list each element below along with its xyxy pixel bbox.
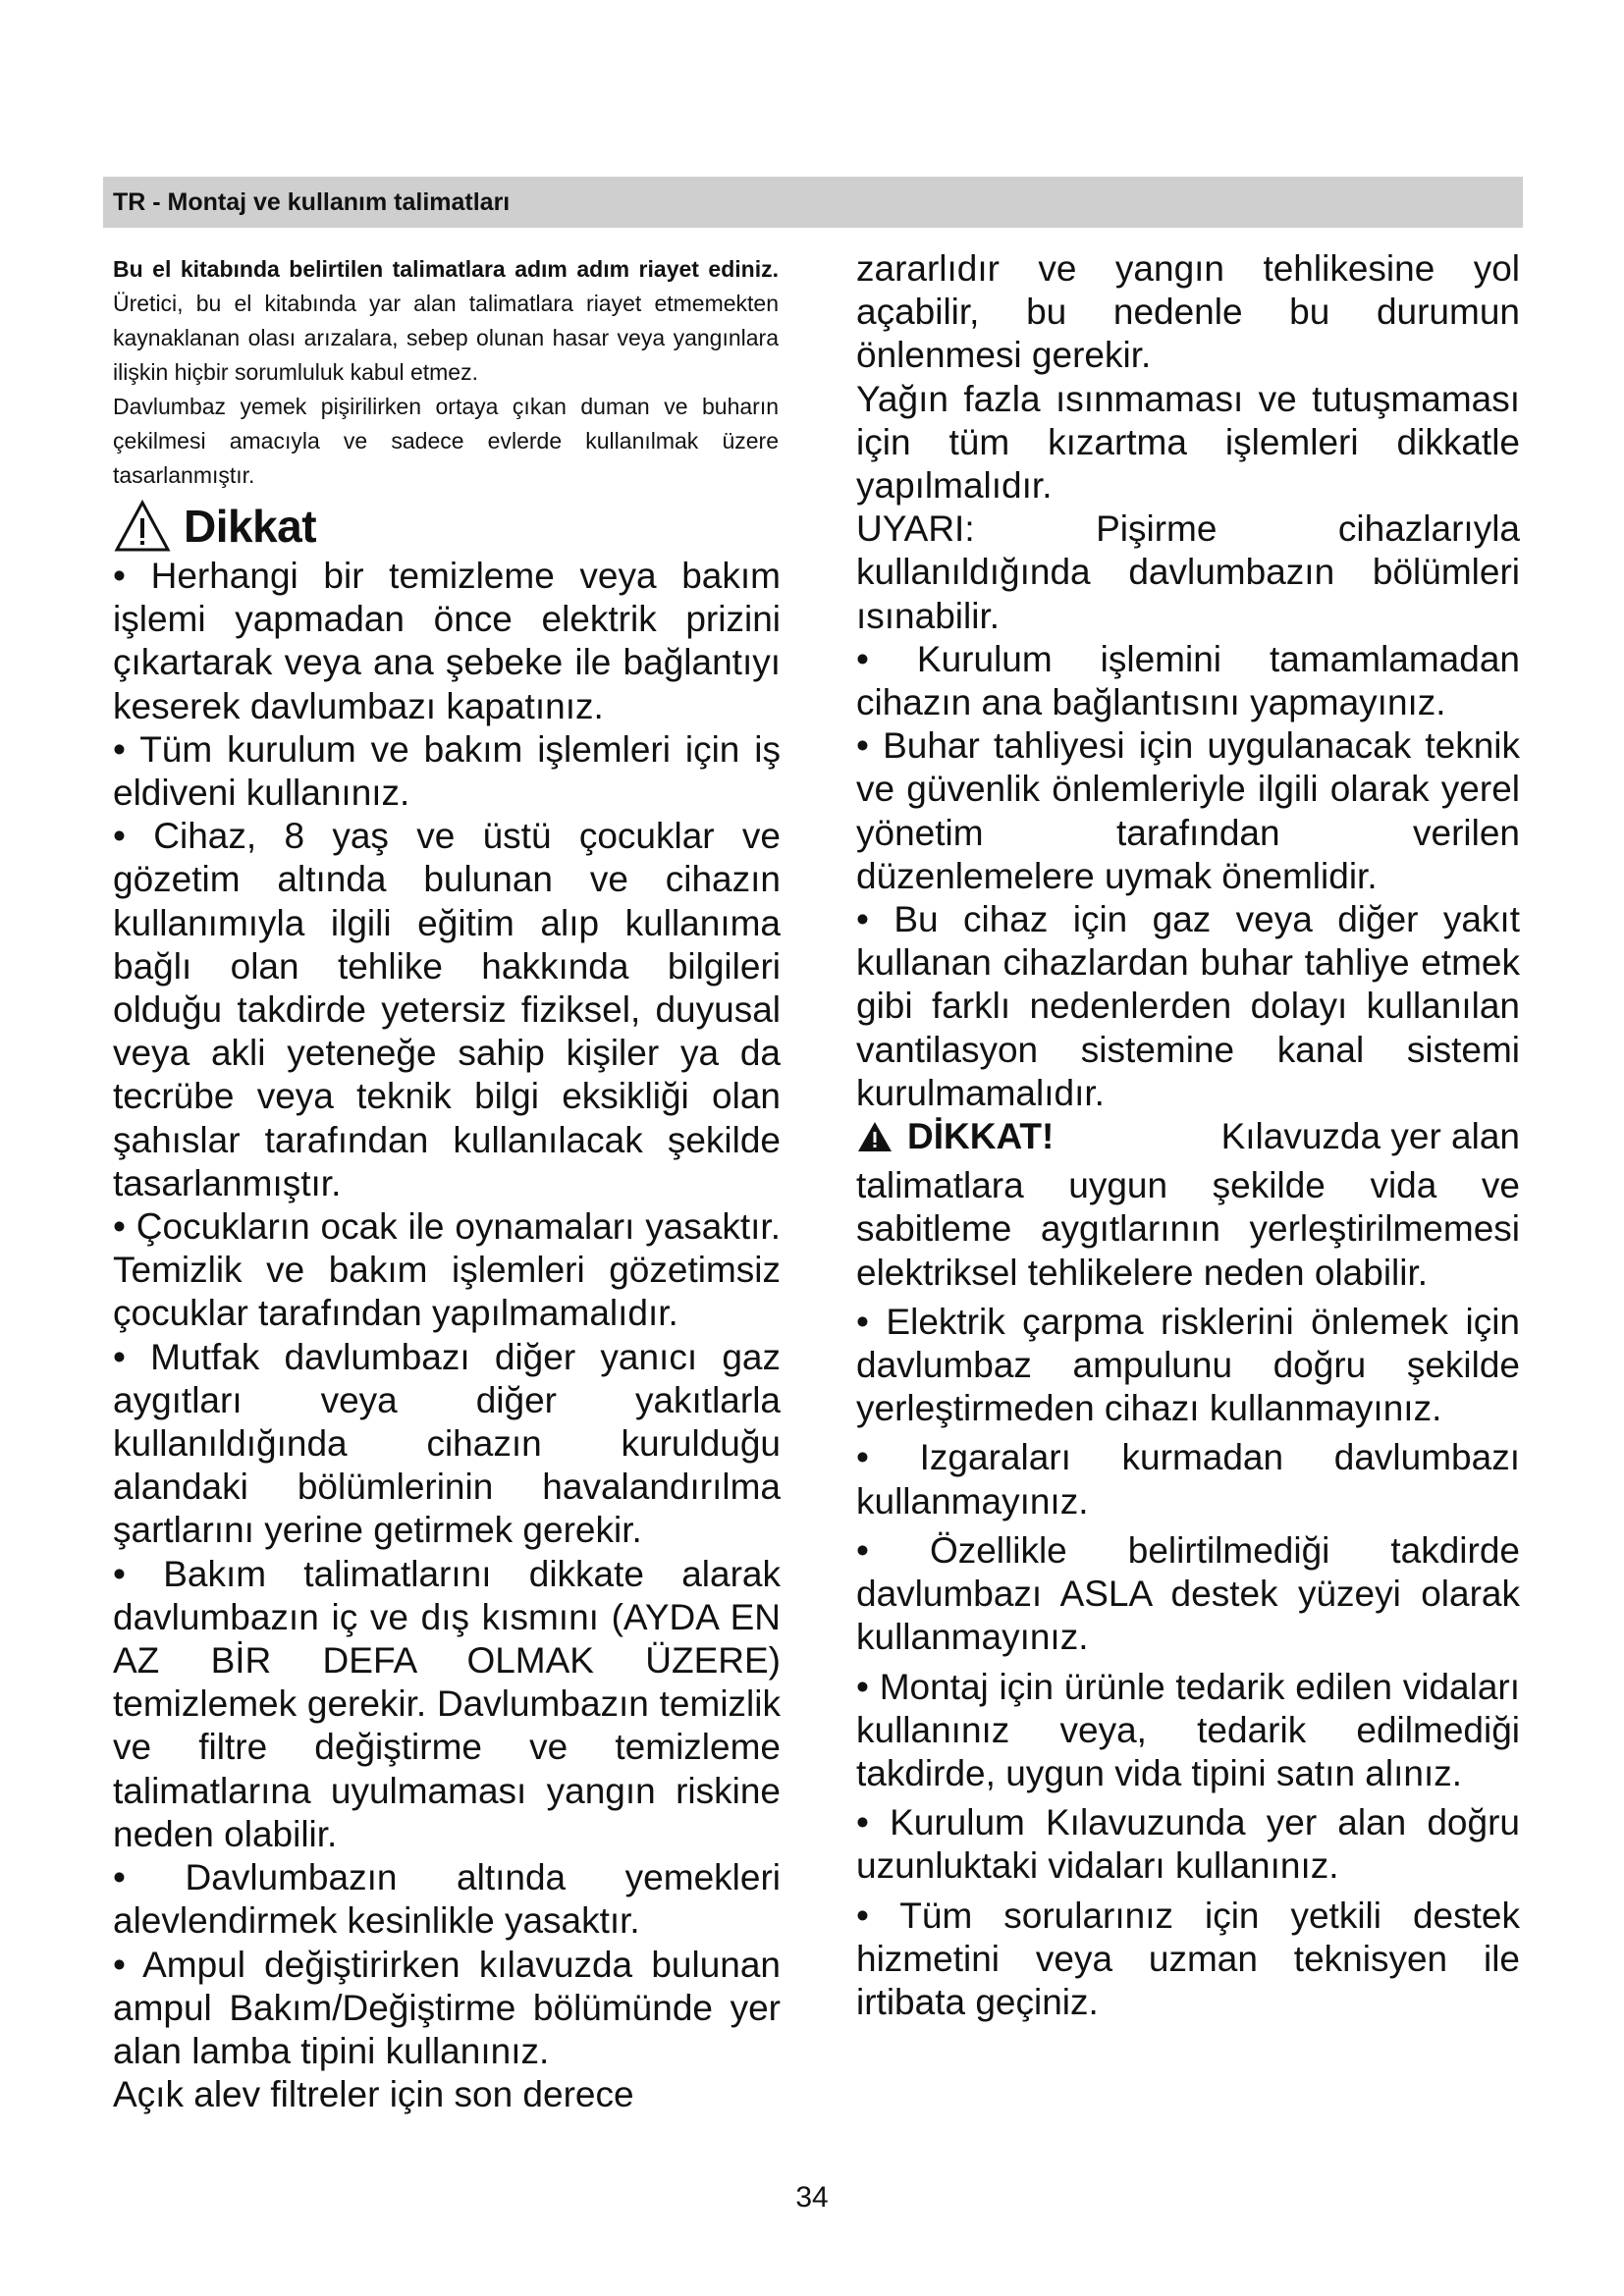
left-paragraph: • Mutfak davlumbazı diğer yanıcı gaz aygıtları veya diğer yakıtlarla kullanıldığında cihazın kurulduğu alandaki bölümlerinin havalandırılma şartlarını yerine getirmek gerekir. <box>113 1336 781 1551</box>
intro-bold: Bu el kitabında belirtilen talimatlara adım adım riayet ediniz. <box>113 256 779 282</box>
left-paragraph: Açık alev filtreler için son derece <box>113 2074 634 2115</box>
right-paragraph: • Montaj için ürünle tedarik edilen vidaları kullanınız veya, tedarik edilmediği takdirde, uygun vida tipini satın alınız. <box>856 1666 1520 1793</box>
left-paragraph: • Ampul değiştirirken kılavuzda bulunan ampul Bakım/Değiştirme bölümünde yer alan lamba tipini kullanınız. <box>113 1944 781 2071</box>
left-paragraph: • Tüm kurulum ve bakım işlemleri için iş eldiveni kullanınız. <box>113 728 781 814</box>
right-paragraph: UYARI: Pişirme cihazlarıyla kullanıldığında davlumbazın bölümleri ısınabilir. <box>856 508 1520 636</box>
right-paragraph: • Tüm sorularınız için yetkili destek hizmetini veya uzman teknisyen ile irtibata geçiniz. <box>856 1895 1520 2022</box>
right-paragraph: • Özellikle belirtilmediği takdirde davlumbazı ASLA destek yüzeyi olarak kullanmayınız. <box>856 1529 1520 1658</box>
right-paragraph: Yağın fazla ısınmaması ve tutuşmaması için tüm kızartma işlemleri dikkatle yapılmalıdır. <box>856 378 1520 507</box>
intro-text: Üretici, bu el kitabında yar alan talimatlara riayet etmemekten kaynaklanan olası arızalara, sebep olunan hasar veya yangınlara ilişkin hiçbir sorumluluk kabul etmez. <box>113 291 779 385</box>
right-paragraph: • Kurulum işlemini tamamlamadan cihazın ana bağlantısını yapmayınız. <box>856 638 1520 723</box>
left-paragraph: • Çocukların ocak ile oynamaları yasaktır. Temizlik ve bakım işlemleri gözetimsiz çocuklar tarafından yapılmamalıdır. <box>113 1206 781 1334</box>
dikkat-label: DİKKAT! <box>907 1116 1055 1157</box>
warning-title: Dikkat <box>184 501 317 552</box>
left-column <box>113 555 781 2116</box>
right-paragraph: • Izgaraları kurmadan davlumbazı kullanmayınız. <box>856 1437 1520 1522</box>
right-paragraph: talimatlara uygun şekilde vida ve sabitleme aygıtlarının yerleştirilmemesi elektriksel tehlikelere neden olabilir. <box>856 1165 1520 1293</box>
dikkat-text: Kılavuzda yer alan <box>1220 1116 1520 1157</box>
intro-paragraph <box>113 252 779 493</box>
intro-text-2: Davlumbaz yemek pişirilirken ortaya çıkan duman ve buharın çekilmesi amacıyla ve sadece evlerde kullanılmak üzere tasarlanmıştır. <box>113 394 779 488</box>
warning-triangle-icon <box>113 499 172 554</box>
warning-triangle-icon <box>856 1120 893 1153</box>
right-paragraph: • Buhar tahliyesi için uygulanacak teknik ve güvenlik önlemleriyle ilgili olarak yerel yönetim tarafından verilen düzenlemelere uymak önemlidir. <box>856 725 1520 896</box>
right-paragraph: • Bu cihaz için gaz veya diğer yakıt kullanan cihazlardan buhar tahliye etmek gibi farklı nedenlerden dolayı kullanılan vantilasyon sistemine kanal sistemi kurulmamalıdır. <box>856 899 1520 1113</box>
left-paragraph: • Davlumbazın altında yemekleri alevlendirmek kesinlikle yasaktır. <box>113 1857 781 1942</box>
right-paragraph: • Elektrik çarpma risklerini önlemek için davlumbaz ampulunu doğru şekilde yerleştirmeden cihazı kullanmayınız. <box>856 1301 1520 1429</box>
left-paragraph: • Cihaz, 8 yaş ve üstü çocuklar ve gözetim altında bulunan ve cihazın kullanımıyla ilgili eğitim alıp kullanıma bağlı olan tehlike hakkında bilgileri olduğu takdirde yetersiz fiziksel, duyusal veya akli yeteneğe sahip kişiler ya da tecrübe veya teknik bilgi eksikliği olan şahıslar tarafından kullanılacak şekilde tasarlanmıştır. <box>113 816 781 1203</box>
right-paragraph: zararlıdır ve yangın tehlikesine yol açabilir, bu nedenle bu durumun önlenmesi gerekir. <box>856 248 1520 376</box>
warning-heading <box>113 496 316 557</box>
section-header: TR - Montaj ve kullanım talimatları <box>103 177 1523 228</box>
right-paragraph: • Kurulum Kılavuzunda yer alan doğru uzunluktaki vidaları kullanınız. <box>856 1802 1520 1887</box>
left-paragraph: • Herhangi bir temizleme veya bakım işlemi yapmadan önce elektrik prizini çıkartarak veya ana şebeke ile bağlantıyı keserek davlumbazı kapatınız. <box>113 556 781 726</box>
left-paragraph: • Bakım talimatlarını dikkate alarak davlumbazın iç ve dış kısmını (AYDA EN AZ BİR DEFA OLMAK ÜZERE) temizlemek gerekir. Davlumbazın temizlik ve filtre değiştirme ve temizleme talimatlarına uyulmaması yangın riskine neden olabilir. <box>113 1553 781 1854</box>
dikkat-line <box>856 1115 1520 1158</box>
right-column <box>856 247 1520 2024</box>
page-number: 34 <box>795 2181 829 2214</box>
